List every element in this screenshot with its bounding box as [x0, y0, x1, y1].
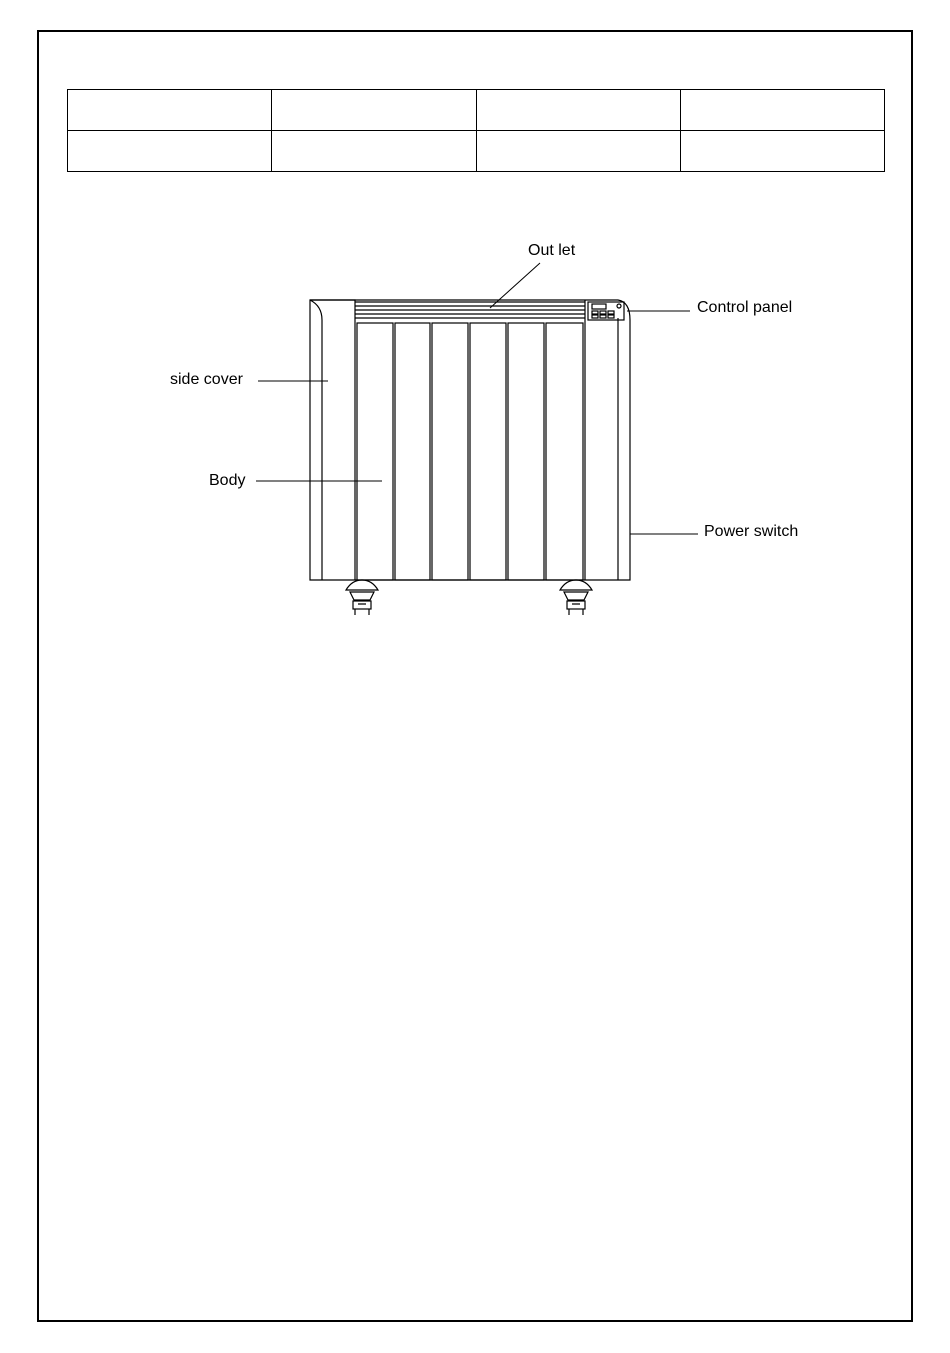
outlet-leader	[490, 263, 540, 308]
side-cover-shape	[310, 300, 355, 580]
control-panel-label: Control panel	[697, 299, 793, 316]
outlet-grille	[355, 302, 585, 318]
side-cover-label: side cover	[170, 371, 243, 388]
left-foot	[346, 580, 378, 615]
outlet-label: Out let	[528, 242, 576, 259]
right-foot	[560, 580, 592, 615]
control-panel-shape	[588, 302, 624, 320]
body-label: Body	[209, 472, 246, 489]
right-cover-shape	[585, 300, 618, 580]
body-fins	[357, 323, 583, 580]
power-switch-label: Power switch	[704, 523, 799, 540]
